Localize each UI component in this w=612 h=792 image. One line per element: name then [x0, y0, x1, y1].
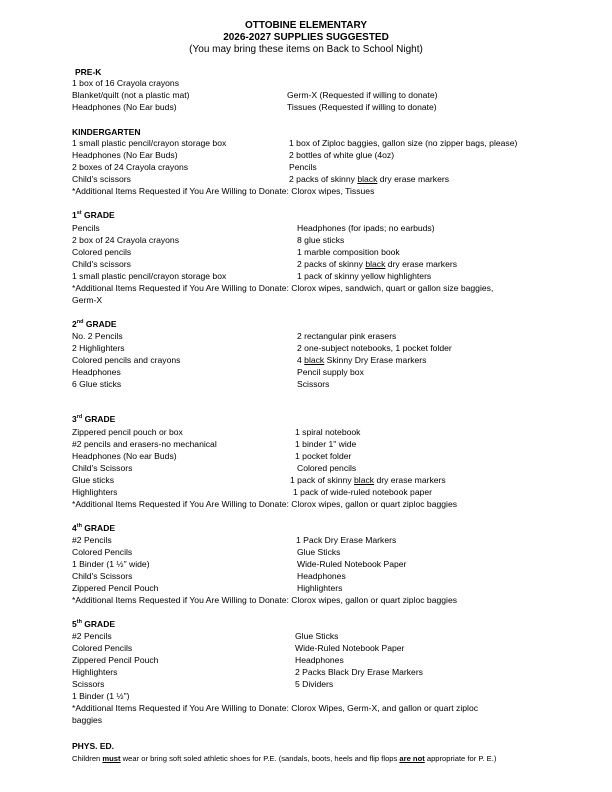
grade3-item: 1 pack of wide-ruled notebook paper	[293, 487, 433, 497]
grade1-item: Colored pencils	[72, 247, 132, 257]
grade1-item: 1 pack of skinny yellow highlighters	[297, 271, 432, 281]
grade5-item: Zippered Pencil Pouch	[72, 655, 159, 665]
grade1-item: 2 packs of skinny black dry erase markers	[297, 259, 458, 269]
grade5-item: Wide-Ruled Notebook Paper	[295, 643, 405, 653]
grade2-item: Pencil supply box	[297, 367, 364, 377]
grade2-heading: 2nd GRADE	[72, 319, 117, 329]
grade3-item: Zippered pencil pouch or box	[72, 427, 183, 437]
grade2-item: Headphones	[72, 367, 121, 377]
grade2-item: 4 black Skinny Dry Erase markers	[297, 355, 427, 365]
grade1-item: 1 marble composition book	[297, 247, 400, 257]
phys-ed-note: Children must wear or bring soft soled athletic shoes for P.E. (sandals, boots, heels and flip flops are not appropriate for P. E.)	[72, 754, 497, 763]
grade5-item: Colored Pencils	[72, 643, 133, 653]
school-name: OTTOBINE ELEMENTARY	[244, 20, 368, 31]
kindergarten-item: 1 box of Ziploc baggies, gallon size (no zipper bags, please)	[289, 138, 518, 148]
grade3-heading: 3rd GRADE	[72, 414, 116, 424]
grade5-item: Scissors	[72, 679, 105, 689]
grade4-item: Zippered Pencil Pouch	[72, 583, 159, 593]
phys-ed-heading: PHYS. ED.	[72, 741, 115, 751]
grade4-item: Headphones	[297, 571, 346, 581]
grade1-item: 8 glue sticks	[297, 235, 345, 245]
grade4-item: Glue Sticks	[297, 547, 341, 557]
kindergarten-item: Pencils	[289, 162, 317, 172]
grade3-item: 1 spiral notebook	[295, 427, 361, 437]
prek-heading: PRE-K	[75, 67, 102, 77]
prek-item: Blanket/quilt (not a plastic mat)	[72, 90, 190, 100]
grade4-item: Highlighters	[297, 583, 343, 593]
grade5-item: Glue Sticks	[295, 631, 339, 641]
grade2-item: No. 2 Pencils	[72, 331, 123, 341]
document-title: 2026-2027 SUPPLIES SUGGESTED	[223, 32, 389, 43]
grade3-item: #2 pencils and erasers-no mechanical	[72, 439, 217, 449]
grade2-item: 2 rectangular pink erasers	[297, 331, 397, 341]
grade3-item: 1 pack of skinny black dry erase markers	[290, 475, 446, 485]
grade4-item: Wide-Ruled Notebook Paper	[297, 559, 407, 569]
grade5-item: #2 Pencils	[72, 631, 112, 641]
kindergarten-donation-note: *Additional Items Requested if You Are Willing to Donate: Clorox wipes, Tissues	[72, 186, 375, 196]
grade5-donation-note: *Additional Items Requested if You Are Willing to Donate: Clorox Wipes, Germ-X, and gallon or quart ziploc	[72, 703, 479, 713]
grade2-item: Colored pencils and crayons	[72, 355, 181, 365]
grade1-item: Child's scissors	[72, 259, 131, 269]
grade5-item: Highlighters	[72, 667, 118, 677]
grade2-item: 2 Highlighters	[72, 343, 125, 353]
grade5-donation-note-cont: baggies	[72, 715, 103, 725]
grade1-donation-note: *Additional Items Requested if You Are Willing to Donate: Clorox wipes, sandwich, quart or gallon size baggies,	[72, 283, 494, 293]
grade3-item: Colored pencils	[297, 463, 357, 473]
grade3-item: Child's Scissors	[72, 463, 133, 473]
grade5-item: 1 Binder (1 ½")	[72, 691, 130, 701]
grade5-item: 5 Dividers	[295, 679, 334, 689]
grade4-heading: 4th GRADE	[72, 523, 115, 533]
grade4-item: Colored Pencils	[72, 547, 133, 557]
kindergarten-item: 2 bottles of white glue (4oz)	[289, 150, 395, 160]
grade3-item: 1 binder 1" wide	[295, 439, 357, 449]
grade4-item: 1 Pack Dry Erase Markers	[296, 535, 397, 545]
prek-item: Germ-X (Requested if willing to donate)	[287, 90, 438, 100]
grade2-item: 6 Glue sticks	[72, 379, 122, 389]
grade4-item: Child's Scissors	[72, 571, 133, 581]
kindergarten-item: 2 boxes of 24 Crayola crayons	[72, 162, 189, 172]
grade1-item: Pencils	[72, 223, 100, 233]
grade1-item: 2 box of 24 Crayola crayons	[72, 235, 180, 245]
grade2-item: 2 one-subject notebooks, 1 pocket folder	[297, 343, 452, 353]
prek-item: 1 box of 16 Crayola crayons	[72, 78, 180, 88]
document-subtitle: (You may bring these items on Back to School Night)	[189, 44, 423, 55]
grade5-heading: 5th GRADE	[72, 619, 115, 629]
grade4-item: 1 Binder (1 ½" wide)	[72, 559, 150, 569]
grade2-item: Scissors	[297, 379, 330, 389]
grade3-item: Highlighters	[72, 487, 118, 497]
grade3-item: Glue sticks	[72, 475, 115, 485]
grade1-item: Headphones (for ipads; no earbuds)	[297, 223, 435, 233]
kindergarten-item: 2 packs of skinny black dry erase markers	[289, 174, 450, 184]
kindergarten-heading: KINDERGARTEN	[72, 127, 141, 137]
grade1-donation-note-cont: Germ-X	[72, 295, 103, 305]
grade3-item: 1 pocket folder	[295, 451, 352, 461]
grade5-item: 2 Packs Black Dry Erase Markers	[295, 667, 423, 677]
grade1-heading: 1st GRADE	[72, 210, 115, 220]
grade4-donation-note: *Additional Items Requested if You Are Willing to Donate: Clorox wipes, gallon or quart ziploc baggies	[72, 595, 458, 605]
grade4-item: #2 Pencils	[72, 535, 112, 545]
kindergarten-item: Child's scissors	[72, 174, 131, 184]
prek-item: Headphones (No Ear buds)	[72, 102, 177, 112]
kindergarten-item: Headphones (No Ear Buds)	[72, 150, 178, 160]
kindergarten-item: 1 small plastic pencil/crayon storage box	[72, 138, 227, 148]
grade3-item: Headphones (No ear Buds)	[72, 451, 177, 461]
grade5-item: Headphones	[295, 655, 344, 665]
prek-item: Tissues (Requested if willing to donate)	[287, 102, 437, 112]
grade3-donation-note: *Additional Items Requested if You Are Willing to Donate: Clorox wipes, gallon or quart ziploc baggies	[72, 499, 458, 509]
grade1-item: 1 small plastic pencil/crayon storage box	[72, 271, 227, 281]
